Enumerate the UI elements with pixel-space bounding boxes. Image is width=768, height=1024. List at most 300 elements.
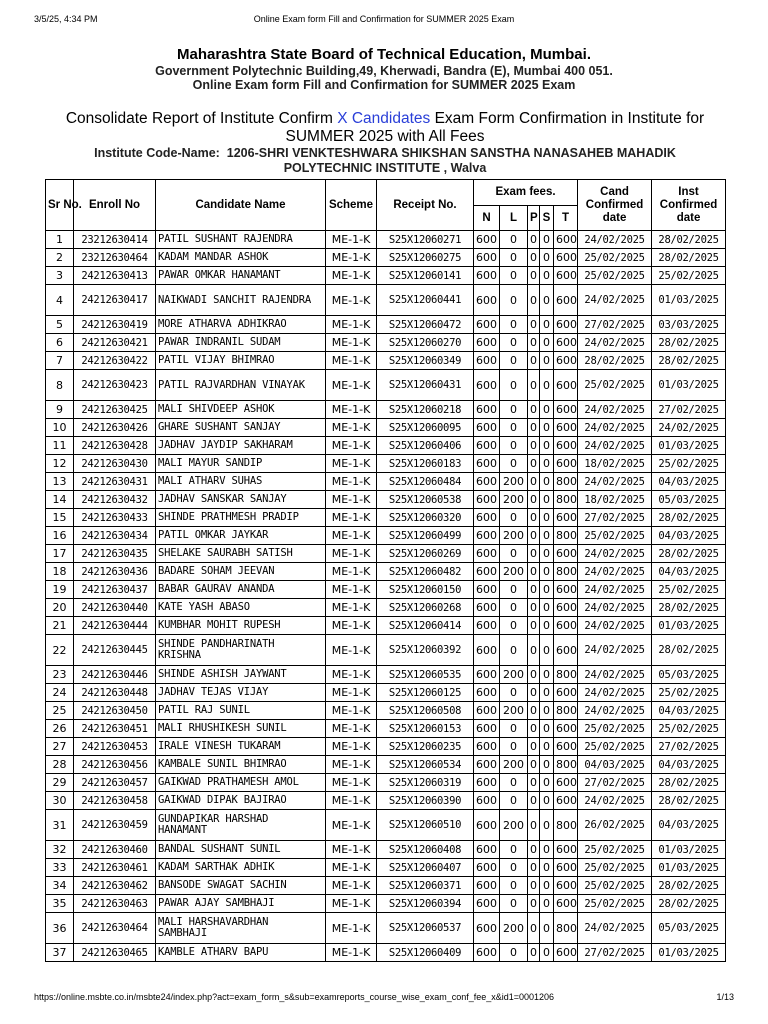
cell-enroll: 24212630461 [74, 859, 156, 877]
cell-enroll: 24212630460 [74, 841, 156, 859]
table-row [46, 684, 726, 702]
cell-fee-p: 0 [528, 316, 540, 334]
cell-cand-date: 18/02/2025 [578, 491, 652, 509]
cell-fee-p: 0 [528, 370, 540, 401]
cell-inst-date: 01/03/2025 [652, 285, 726, 316]
cell-fee-l: 0 [500, 419, 528, 437]
cell-fee-s: 0 [540, 738, 554, 756]
cell-inst-date: 04/03/2025 [652, 702, 726, 720]
cell-fee-p: 0 [528, 352, 540, 370]
cell-scheme: ME-1-K [326, 841, 377, 859]
cell-inst-date: 25/02/2025 [652, 581, 726, 599]
cell-name: MALI ATHARV SUHAS [156, 473, 326, 491]
cell-cand-date: 24/02/2025 [578, 545, 652, 563]
cell-scheme: ME-1-K [326, 944, 377, 962]
cell-name: GAIKWAD PRATHAMESH AMOL [156, 774, 326, 792]
cell-fee-s: 0 [540, 877, 554, 895]
header-fee-t: T [554, 206, 578, 231]
table-body [46, 231, 726, 962]
cell-sr: 23 [46, 666, 74, 684]
cell-sr: 26 [46, 720, 74, 738]
print-page-number: 1/13 [716, 992, 734, 1002]
cell-fee-n: 600 [474, 509, 500, 527]
cell-name: JADHAV SANSKAR SANJAY [156, 491, 326, 509]
cell-enroll: 24212630463 [74, 895, 156, 913]
table-row [46, 563, 726, 581]
cell-inst-date: 28/02/2025 [652, 249, 726, 267]
cell-fee-n: 600 [474, 473, 500, 491]
cell-name: GAIKWAD DIPAK BAJIRAO [156, 792, 326, 810]
cell-scheme: ME-1-K [326, 895, 377, 913]
cell-fee-l: 200 [500, 563, 528, 581]
cell-fee-n: 600 [474, 666, 500, 684]
header-name: Candidate Name [156, 180, 326, 231]
cell-fee-t: 600 [554, 774, 578, 792]
cell-enroll: 24212630433 [74, 509, 156, 527]
cell-fee-s: 0 [540, 684, 554, 702]
cell-name: BABAR GAURAV ANANDA [156, 581, 326, 599]
cell-scheme: ME-1-K [326, 599, 377, 617]
cell-fee-p: 0 [528, 944, 540, 962]
cell-sr: 24 [46, 684, 74, 702]
cell-receipt: S25X12060441 [377, 285, 474, 316]
cell-inst-date: 28/02/2025 [652, 599, 726, 617]
cell-enroll: 23212630464 [74, 249, 156, 267]
cell-fee-p: 0 [528, 419, 540, 437]
cell-receipt: S25X12060406 [377, 437, 474, 455]
cell-enroll: 24212630459 [74, 810, 156, 841]
cell-receipt: S25X12060408 [377, 841, 474, 859]
cell-fee-n: 600 [474, 545, 500, 563]
cell-cand-date: 27/02/2025 [578, 509, 652, 527]
cell-fee-t: 800 [554, 527, 578, 545]
cell-receipt: S25X12060534 [377, 756, 474, 774]
cell-receipt: S25X12060150 [377, 581, 474, 599]
cell-inst-date: 28/02/2025 [652, 895, 726, 913]
cell-scheme: ME-1-K [326, 877, 377, 895]
cell-fee-n: 600 [474, 944, 500, 962]
cell-cand-date: 25/02/2025 [578, 720, 652, 738]
report-title [60, 110, 710, 146]
cell-name: MALI HARSHAVARDHAN SAMBHAJI [156, 913, 326, 944]
table-row [46, 267, 726, 285]
cell-name: SHINDE ASHISH JAYWANT [156, 666, 326, 684]
table-row [46, 285, 726, 316]
cell-name: GUNDAPIKAR HARSHAD HANAMANT [156, 810, 326, 841]
cell-scheme: ME-1-K [326, 352, 377, 370]
cell-fee-n: 600 [474, 738, 500, 756]
cell-fee-l: 0 [500, 684, 528, 702]
cell-fee-n: 600 [474, 859, 500, 877]
cell-scheme: ME-1-K [326, 666, 377, 684]
print-header [0, 14, 768, 26]
cell-fee-n: 600 [474, 249, 500, 267]
cell-fee-s: 0 [540, 545, 554, 563]
cell-fee-t: 600 [554, 635, 578, 666]
table-row [46, 455, 726, 473]
cell-fee-s: 0 [540, 895, 554, 913]
cell-scheme: ME-1-K [326, 913, 377, 944]
cell-receipt: S25X12060535 [377, 666, 474, 684]
cell-fee-t: 600 [554, 738, 578, 756]
cell-sr: 32 [46, 841, 74, 859]
cell-fee-s: 0 [540, 774, 554, 792]
cell-enroll: 24212630428 [74, 437, 156, 455]
cell-fee-l: 0 [500, 334, 528, 352]
cell-fee-t: 600 [554, 684, 578, 702]
cell-receipt: S25X12060270 [377, 334, 474, 352]
cell-fee-p: 0 [528, 702, 540, 720]
cell-fee-p: 0 [528, 473, 540, 491]
cell-fee-s: 0 [540, 944, 554, 962]
cell-scheme: ME-1-K [326, 316, 377, 334]
cell-sr: 28 [46, 756, 74, 774]
cell-fee-p: 0 [528, 877, 540, 895]
cell-fee-p: 0 [528, 581, 540, 599]
cell-fee-s: 0 [540, 756, 554, 774]
cell-scheme: ME-1-K [326, 756, 377, 774]
cell-inst-date: 28/02/2025 [652, 352, 726, 370]
cell-fee-n: 600 [474, 491, 500, 509]
cell-cand-date: 24/02/2025 [578, 702, 652, 720]
table-row [46, 720, 726, 738]
cell-name: PATIL VIJAY BHIMRAO [156, 352, 326, 370]
cell-receipt: S25X12060275 [377, 249, 474, 267]
cell-fee-n: 600 [474, 774, 500, 792]
cell-fee-t: 600 [554, 720, 578, 738]
cell-receipt: S25X12060482 [377, 563, 474, 581]
cell-scheme: ME-1-K [326, 545, 377, 563]
cell-receipt: S25X12060390 [377, 792, 474, 810]
cell-fee-s: 0 [540, 581, 554, 599]
cell-receipt: S25X12060235 [377, 738, 474, 756]
cell-scheme: ME-1-K [326, 491, 377, 509]
cell-fee-s: 0 [540, 401, 554, 419]
cell-fee-n: 600 [474, 599, 500, 617]
cell-name: JADHAV TEJAS VIJAY [156, 684, 326, 702]
table-row [46, 756, 726, 774]
cell-fee-p: 0 [528, 756, 540, 774]
cell-receipt: S25X12060407 [377, 859, 474, 877]
cell-enroll: 24212630437 [74, 581, 156, 599]
cell-cand-date: 18/02/2025 [578, 455, 652, 473]
cell-fee-p: 0 [528, 527, 540, 545]
cell-scheme: ME-1-K [326, 738, 377, 756]
cell-fee-t: 600 [554, 545, 578, 563]
table-row [46, 877, 726, 895]
cell-receipt: S25X12060141 [377, 267, 474, 285]
cell-sr: 8 [46, 370, 74, 401]
cell-inst-date: 04/03/2025 [652, 473, 726, 491]
cell-cand-date: 24/02/2025 [578, 563, 652, 581]
cell-inst-date: 24/02/2025 [652, 419, 726, 437]
cell-name: MALI SHIVDEEP ASHOK [156, 401, 326, 419]
cell-cand-date: 24/02/2025 [578, 913, 652, 944]
cell-fee-s: 0 [540, 285, 554, 316]
cell-enroll: 24212630451 [74, 720, 156, 738]
table-row [46, 792, 726, 810]
cell-scheme: ME-1-K [326, 527, 377, 545]
cell-fee-p: 0 [528, 810, 540, 841]
cell-scheme: ME-1-K [326, 455, 377, 473]
cell-sr: 11 [46, 437, 74, 455]
cell-fee-p: 0 [528, 249, 540, 267]
cell-enroll: 24212630462 [74, 877, 156, 895]
cell-receipt: S25X12060125 [377, 684, 474, 702]
board-title: Maharashtra State Board of Technical Education, Mumbai. [177, 46, 591, 63]
cell-name: KADAM MANDAR ASHOK [156, 249, 326, 267]
cell-cand-date: 24/02/2025 [578, 285, 652, 316]
cell-inst-date: 01/03/2025 [652, 859, 726, 877]
cell-cand-date: 04/03/2025 [578, 756, 652, 774]
cell-enroll: 24212630413 [74, 267, 156, 285]
table-row [46, 859, 726, 877]
cell-fee-l: 0 [500, 599, 528, 617]
cell-fee-t: 800 [554, 563, 578, 581]
cell-inst-date: 01/03/2025 [652, 944, 726, 962]
cell-fee-t: 600 [554, 352, 578, 370]
cell-fee-t: 600 [554, 401, 578, 419]
cell-scheme: ME-1-K [326, 473, 377, 491]
cell-fee-p: 0 [528, 617, 540, 635]
header-fee-l: L [500, 206, 528, 231]
cell-fee-s: 0 [540, 509, 554, 527]
cell-fee-l: 200 [500, 702, 528, 720]
header-fee-s: S [540, 206, 554, 231]
cell-sr: 1 [46, 231, 74, 249]
cell-fee-p: 0 [528, 792, 540, 810]
cell-fee-l: 0 [500, 509, 528, 527]
cell-fee-l: 0 [500, 635, 528, 666]
cell-sr: 22 [46, 635, 74, 666]
cell-scheme: ME-1-K [326, 370, 377, 401]
cell-enroll: 24212630458 [74, 792, 156, 810]
cell-receipt: S25X12060271 [377, 231, 474, 249]
cell-name: KATE YASH ABASO [156, 599, 326, 617]
cell-inst-date: 04/03/2025 [652, 563, 726, 581]
cell-sr: 17 [46, 545, 74, 563]
cell-fee-n: 600 [474, 419, 500, 437]
table-row [46, 370, 726, 401]
cell-cand-date: 27/02/2025 [578, 774, 652, 792]
cell-name: GHARE SUSHANT SANJAY [156, 419, 326, 437]
cell-fee-p: 0 [528, 684, 540, 702]
cell-enroll: 24212630450 [74, 702, 156, 720]
cell-fee-n: 600 [474, 581, 500, 599]
cell-scheme: ME-1-K [326, 792, 377, 810]
cell-fee-l: 0 [500, 316, 528, 334]
cell-sr: 35 [46, 895, 74, 913]
cell-fee-s: 0 [540, 352, 554, 370]
cell-receipt: S25X12060510 [377, 810, 474, 841]
cell-inst-date: 04/03/2025 [652, 527, 726, 545]
cell-cand-date: 28/02/2025 [578, 352, 652, 370]
cell-inst-date: 01/03/2025 [652, 617, 726, 635]
cell-enroll: 24212630445 [74, 635, 156, 666]
cell-fee-n: 600 [474, 841, 500, 859]
cell-name: PATIL RAJ SUNIL [156, 702, 326, 720]
cell-fee-s: 0 [540, 702, 554, 720]
table-row [46, 509, 726, 527]
cell-fee-s: 0 [540, 617, 554, 635]
cell-fee-s: 0 [540, 370, 554, 401]
cell-cand-date: 24/02/2025 [578, 419, 652, 437]
cell-fee-s: 0 [540, 334, 554, 352]
cell-fee-t: 800 [554, 473, 578, 491]
cell-fee-s: 0 [540, 267, 554, 285]
cell-sr: 4 [46, 285, 74, 316]
cell-sr: 21 [46, 617, 74, 635]
cell-fee-t: 600 [554, 455, 578, 473]
cell-enroll: 24212630457 [74, 774, 156, 792]
cell-inst-date: 03/03/2025 [652, 316, 726, 334]
cell-fee-s: 0 [540, 231, 554, 249]
cell-name: PAWAR AJAY SAMBHAJI [156, 895, 326, 913]
cell-fee-n: 600 [474, 401, 500, 419]
table-row [46, 913, 726, 944]
cell-receipt: S25X12060409 [377, 944, 474, 962]
cell-fee-t: 600 [554, 599, 578, 617]
cell-fee-t: 600 [554, 859, 578, 877]
print-datetime: 3/5/25, 4:34 PM [34, 14, 98, 24]
cell-fee-l: 200 [500, 491, 528, 509]
cell-inst-date: 04/03/2025 [652, 810, 726, 841]
cell-fee-t: 600 [554, 792, 578, 810]
cell-cand-date: 25/02/2025 [578, 249, 652, 267]
cell-name: PAWAR OMKAR HANAMANT [156, 267, 326, 285]
header-sr: Sr No. [46, 180, 74, 231]
table-row [46, 810, 726, 841]
cell-fee-l: 200 [500, 810, 528, 841]
cell-enroll: 24212630465 [74, 944, 156, 962]
cell-fee-l: 200 [500, 913, 528, 944]
cell-enroll: 24212630464 [74, 913, 156, 944]
cell-fee-n: 600 [474, 455, 500, 473]
cell-enroll: 24212630425 [74, 401, 156, 419]
table-row [46, 316, 726, 334]
cell-fee-n: 600 [474, 810, 500, 841]
cell-cand-date: 24/02/2025 [578, 792, 652, 810]
board-address: Government Polytechnic Building,49, Kherwadi, Bandra (E), Mumbai 400 051. [155, 64, 613, 78]
cell-scheme: ME-1-K [326, 249, 377, 267]
table-row [46, 527, 726, 545]
table-row [46, 617, 726, 635]
cell-inst-date: 28/02/2025 [652, 231, 726, 249]
cell-inst-date: 28/02/2025 [652, 635, 726, 666]
cell-cand-date: 27/02/2025 [578, 944, 652, 962]
cell-receipt: S25X12060472 [377, 316, 474, 334]
cell-cand-date: 24/02/2025 [578, 437, 652, 455]
cell-name: PAWAR INDRANIL SUDAM [156, 334, 326, 352]
cell-receipt: S25X12060269 [377, 545, 474, 563]
cell-sr: 2 [46, 249, 74, 267]
cell-receipt: S25X12060095 [377, 419, 474, 437]
cell-fee-l: 0 [500, 720, 528, 738]
cell-sr: 13 [46, 473, 74, 491]
cell-scheme: ME-1-K [326, 720, 377, 738]
cell-enroll: 24212630417 [74, 285, 156, 316]
cell-fee-l: 0 [500, 895, 528, 913]
cell-sr: 16 [46, 527, 74, 545]
cell-fee-n: 600 [474, 895, 500, 913]
cell-receipt: S25X12060319 [377, 774, 474, 792]
cell-fee-l: 0 [500, 401, 528, 419]
cell-sr: 6 [46, 334, 74, 352]
cell-scheme: ME-1-K [326, 267, 377, 285]
cell-name: BADARE SOHAM JEEVAN [156, 563, 326, 581]
cell-fee-n: 600 [474, 877, 500, 895]
cell-scheme: ME-1-K [326, 859, 377, 877]
print-page-title: Online Exam form Fill and Confirmation for SUMMER 2025 Exam [253, 14, 515, 24]
cell-inst-date: 28/02/2025 [652, 334, 726, 352]
cell-receipt: S25X12060349 [377, 352, 474, 370]
cell-fee-n: 600 [474, 756, 500, 774]
cell-fee-t: 600 [554, 285, 578, 316]
cell-inst-date: 05/03/2025 [652, 666, 726, 684]
header-fee-p: P [528, 206, 540, 231]
cell-sr: 31 [46, 810, 74, 841]
table-row [46, 401, 726, 419]
cell-scheme: ME-1-K [326, 509, 377, 527]
cell-fee-p: 0 [528, 841, 540, 859]
cell-inst-date: 01/03/2025 [652, 841, 726, 859]
cell-cand-date: 24/02/2025 [578, 684, 652, 702]
cell-fee-t: 600 [554, 617, 578, 635]
cell-name: MALI RHUSHIKESH SUNIL [156, 720, 326, 738]
cell-cand-date: 25/02/2025 [578, 267, 652, 285]
cell-enroll: 24212630456 [74, 756, 156, 774]
cell-fee-s: 0 [540, 859, 554, 877]
cell-inst-date: 25/02/2025 [652, 267, 726, 285]
cell-fee-l: 0 [500, 581, 528, 599]
table-row [46, 334, 726, 352]
table-row [46, 545, 726, 563]
cell-inst-date: 25/02/2025 [652, 455, 726, 473]
cell-scheme: ME-1-K [326, 563, 377, 581]
cell-receipt: S25X12060537 [377, 913, 474, 944]
cell-fee-s: 0 [540, 913, 554, 944]
candidates-table [45, 179, 726, 962]
cell-fee-l: 0 [500, 859, 528, 877]
cell-fee-l: 0 [500, 455, 528, 473]
cell-fee-s: 0 [540, 599, 554, 617]
cell-receipt: S25X12060538 [377, 491, 474, 509]
cell-cand-date: 24/02/2025 [578, 581, 652, 599]
cell-inst-date: 04/03/2025 [652, 756, 726, 774]
cell-inst-date: 27/02/2025 [652, 401, 726, 419]
cell-receipt: S25X12060508 [377, 702, 474, 720]
cell-fee-p: 0 [528, 774, 540, 792]
cell-cand-date: 24/02/2025 [578, 666, 652, 684]
cell-enroll: 24212630436 [74, 563, 156, 581]
cell-cand-date: 24/02/2025 [578, 231, 652, 249]
report-title-prefix: Consolidate Report of Institute Confirm [65, 110, 338, 127]
cell-fee-p: 0 [528, 545, 540, 563]
cell-enroll: 24212630421 [74, 334, 156, 352]
cell-fee-t: 800 [554, 913, 578, 944]
cell-inst-date: 28/02/2025 [652, 545, 726, 563]
cell-enroll: 24212630440 [74, 599, 156, 617]
cell-fee-p: 0 [528, 231, 540, 249]
cell-inst-date: 25/02/2025 [652, 720, 726, 738]
cell-fee-p: 0 [528, 509, 540, 527]
cell-fee-n: 600 [474, 720, 500, 738]
cell-fee-n: 600 [474, 437, 500, 455]
cell-scheme: ME-1-K [326, 419, 377, 437]
cell-fee-p: 0 [528, 455, 540, 473]
cell-fee-s: 0 [540, 419, 554, 437]
cell-fee-n: 600 [474, 231, 500, 249]
